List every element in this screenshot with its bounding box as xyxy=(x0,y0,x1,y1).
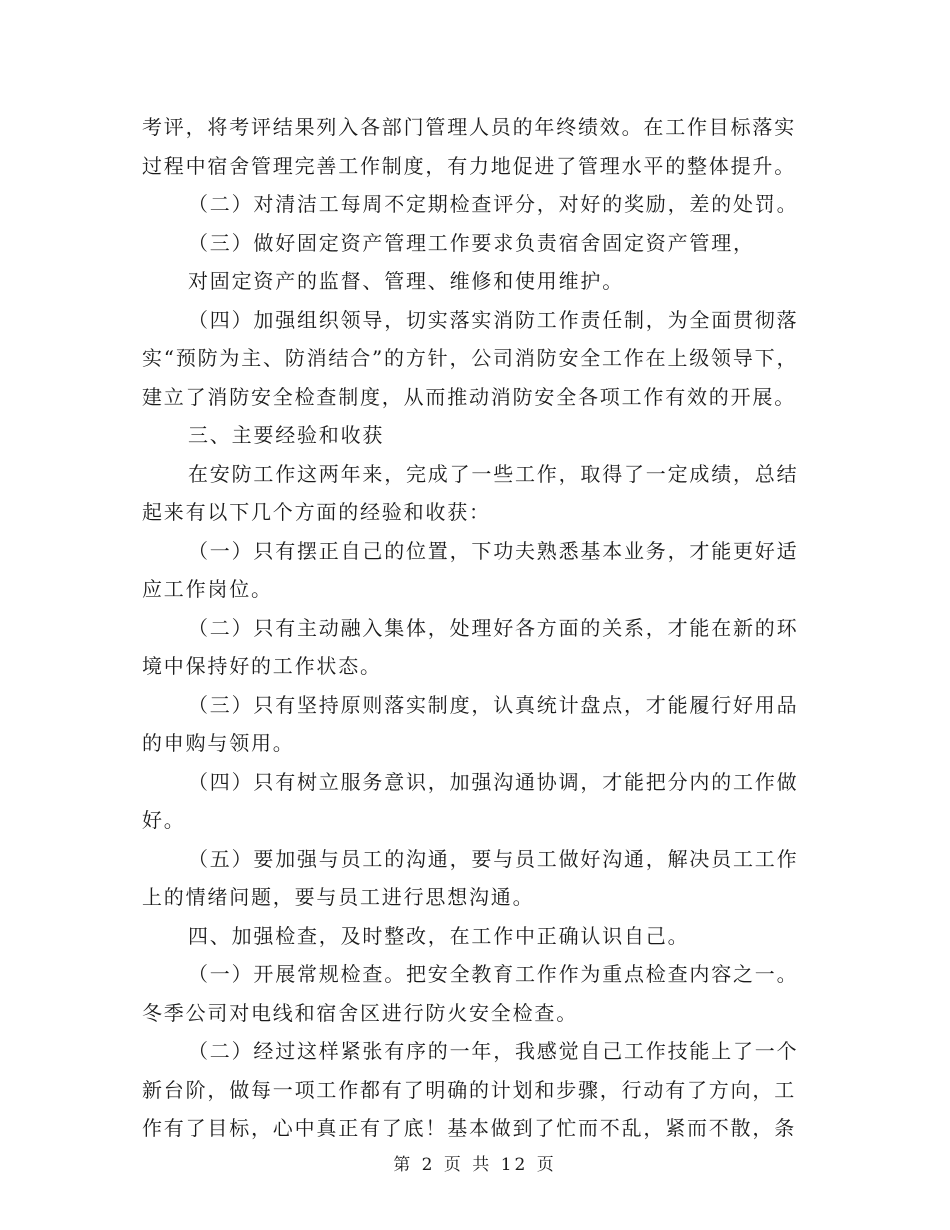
text-line: （二）只有主动融入集体，处理好各方面的关系，才能在新的环 xyxy=(188,615,799,640)
text-line: 对固定资产的监督、管理、维修和使用维护。 xyxy=(188,269,624,293)
page-number-footer: 第 2 页 共 12 页 xyxy=(393,1155,557,1175)
text-line: 在安防工作这两年来，完成了一些工作，取得了一定成绩，总结 xyxy=(188,461,799,486)
text-line: 过程中宿舍管理完善工作制度，有力地促进了管理水平的整体提升。 xyxy=(142,153,796,178)
text-line: （三）只有坚持原则落实制度，认真统计盘点，才能履行好用品 xyxy=(188,692,799,717)
text-line: 的申购与领用。 xyxy=(142,731,295,755)
text-line: 建立了消防安全检查制度，从而推动消防安全各项工作有效的开展。 xyxy=(142,384,796,409)
text-line: （四）只有树立服务意识，加强沟通协调，才能把分内的工作做 xyxy=(188,769,799,794)
text-line: 好。 xyxy=(142,808,186,832)
text-line: 考评，将考评结果列入各部门管理人员的年终绩效。在工作目标落实 xyxy=(142,115,796,139)
text-line: 作有了目标，心中真正有了底！基本做到了忙而不乱，紧而不散，条 xyxy=(142,1116,796,1140)
text-line: （四）加强组织领导，切实落实消防工作责任制，为全面贯彻落 xyxy=(188,307,799,332)
text-line: 境中保持好的工作状态。 xyxy=(142,654,382,678)
text-line: （一）只有摆正自己的位置，下功夫熟悉基本业务，才能更好适 xyxy=(188,538,799,563)
document-body xyxy=(142,108,810,1148)
text-line: 冬季公司对电线和宿舍区进行防火安全检查。 xyxy=(142,1000,578,1025)
text-line: （二）经过这样紧张有序的一年，我感觉自己工作技能上了一个 xyxy=(188,1039,799,1063)
text-line: （一）开展常规检查。把安全教育工作作为重点检查内容之一。 xyxy=(188,962,799,986)
text-line: 四、加强检查，及时整改，在工作中正确认识自己。 xyxy=(188,923,690,948)
text-line: 起来有以下几个方面的经验和收获： xyxy=(142,500,491,524)
text-line: 三、主要经验和收获 xyxy=(188,423,385,447)
text-line: （三）做好固定资产管理工作要求负责宿舍固定资产管理， xyxy=(188,230,755,255)
text-line: 应工作岗位。 xyxy=(142,577,273,601)
text-line: 新台阶，做每一项工作都有了明确的计划和步骤，行动有了方向，工 xyxy=(142,1077,796,1102)
text-line: （五）要加强与员工的沟通，要与员工做好沟通，解决员工工作 xyxy=(188,846,799,871)
text-line: 实“预防为主、防消结合”的方针，公司消防安全工作在上级领导下， xyxy=(142,346,799,370)
text-line: 上的情绪问题，要与员工进行思想沟通。 xyxy=(142,885,535,909)
text-line: （二）对清洁工每周不定期检查评分，对好的奖励，差的处罚。 xyxy=(188,192,799,216)
